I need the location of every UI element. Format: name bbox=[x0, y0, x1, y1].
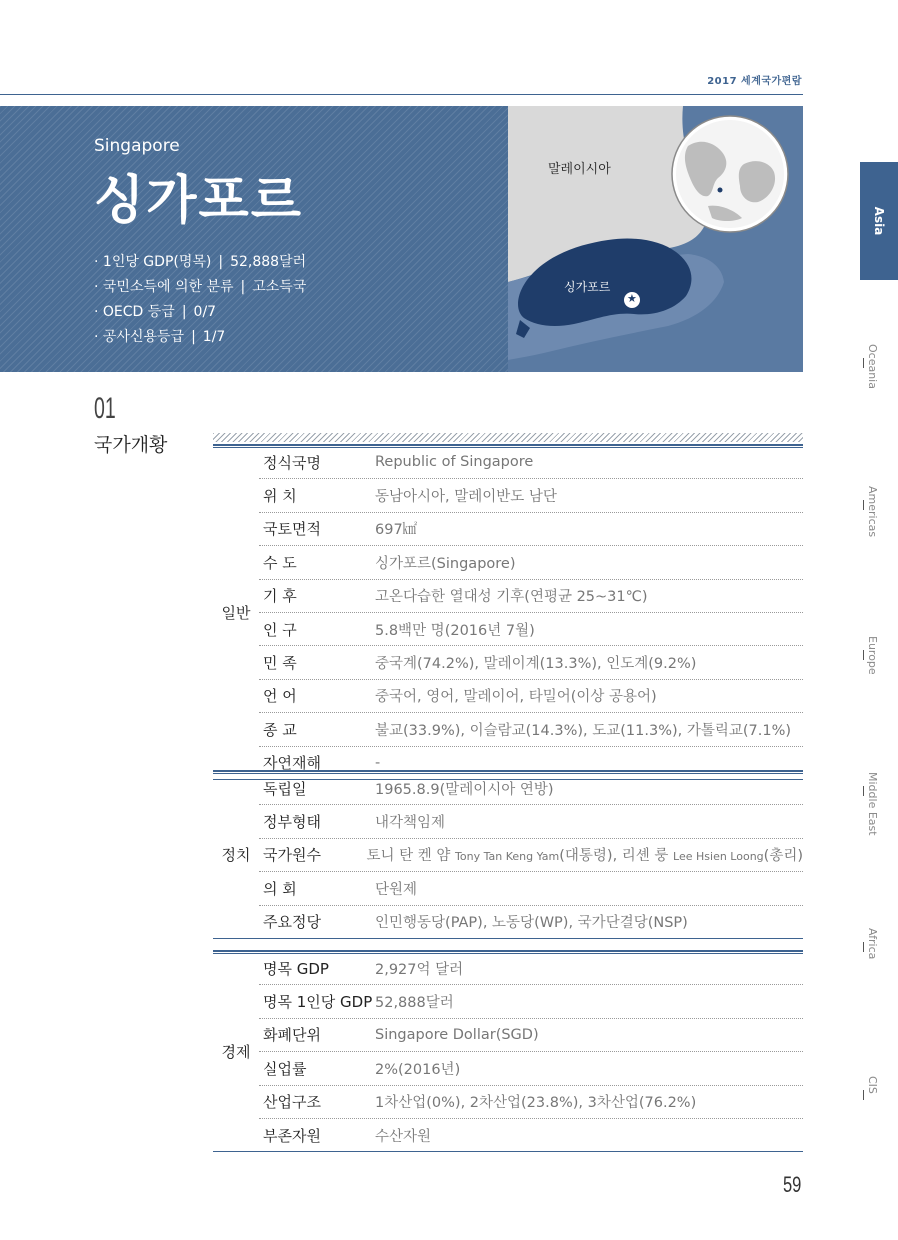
table-row bbox=[259, 646, 803, 679]
tab-oceania[interactable]: Oceania bbox=[860, 344, 898, 404]
fact-value: 52,888달러 bbox=[230, 254, 307, 270]
row-value: 단원제 bbox=[375, 881, 418, 898]
row-key: 명목 GDP bbox=[263, 959, 329, 978]
table-row bbox=[259, 839, 803, 872]
key-facts bbox=[94, 250, 306, 350]
row-key: 종 교 bbox=[263, 720, 297, 739]
row-key: 주요정당 bbox=[263, 913, 321, 932]
table-row bbox=[259, 1119, 803, 1151]
tab-asia[interactable]: Asia bbox=[860, 162, 898, 280]
fact-item: · 1인당 GDP(명목) | 52,888달러 bbox=[94, 254, 307, 270]
row-key: 정식국명 bbox=[263, 453, 321, 472]
row-value: 불교(33.9%), 이슬람교(14.3%), 도교(11.3%), 가톨릭교(7.1%) bbox=[375, 722, 792, 739]
row-key: 자연재해 bbox=[263, 754, 321, 773]
country-name-ko: 싱가포르 bbox=[94, 171, 303, 231]
fact-item: · 공사신용등급 | 1/7 bbox=[94, 329, 226, 345]
fact-label: 1인당 GDP(명목) bbox=[102, 254, 212, 270]
table-row bbox=[259, 872, 803, 905]
row-value: 인민행동당(PAP), 노동당(WP), 국가단결당(NSP) bbox=[375, 915, 688, 932]
fact-item: · 국민소득에 의한 분류 | 고소득국 bbox=[94, 279, 307, 295]
row-key: 국가원수 bbox=[263, 846, 321, 865]
country-hero bbox=[0, 106, 508, 372]
table-row bbox=[259, 985, 803, 1018]
row-key: 부존자원 bbox=[263, 1126, 321, 1145]
fact-label: 국민소득에 의한 분류 bbox=[102, 279, 234, 295]
page-number: 59 bbox=[783, 1172, 802, 1197]
row-key: 실업률 bbox=[263, 1059, 307, 1078]
row-value: 697㎢ bbox=[375, 522, 418, 539]
fact-value: 1/7 bbox=[202, 329, 226, 345]
row-value: Singapore Dollar(SGD) bbox=[375, 1026, 539, 1043]
row-value: 내각책임제 bbox=[375, 815, 446, 832]
row-value: 52,888달러 bbox=[375, 995, 454, 1012]
tab-cis[interactable]: CIS bbox=[860, 1076, 898, 1136]
table-row bbox=[259, 1086, 803, 1119]
tab-africa[interactable]: Africa bbox=[860, 928, 898, 988]
row-key: 산업구조 bbox=[263, 1093, 321, 1112]
row-value: 1965.8.9(말레이시아 연방) bbox=[375, 781, 554, 798]
row-key: 위 치 bbox=[263, 487, 297, 506]
row-key: 기 후 bbox=[263, 587, 297, 606]
section-hatch-bar bbox=[213, 433, 803, 442]
row-value: 2,927억 달러 bbox=[375, 961, 464, 978]
row-value: 동남아시아, 말레이반도 남단 bbox=[375, 489, 557, 506]
table-row bbox=[259, 513, 803, 546]
tab-middle-east[interactable]: Middle East bbox=[860, 772, 898, 832]
table-row bbox=[259, 446, 803, 479]
capital-marker-icon: ★ bbox=[624, 292, 640, 308]
table-row bbox=[259, 805, 803, 838]
row-value: 중국어, 영어, 말레이어, 타밀어(이상 공용어) bbox=[375, 689, 657, 706]
table-group-general bbox=[213, 444, 803, 780]
tab-americas[interactable]: Americas bbox=[860, 486, 898, 546]
row-value: 5.8백만 명(2016년 7월) bbox=[375, 622, 535, 639]
row-value: - bbox=[375, 754, 381, 771]
table-group-economy bbox=[213, 950, 803, 1152]
row-key: 민 족 bbox=[263, 654, 297, 673]
row-key: 수 도 bbox=[263, 553, 297, 572]
table-row bbox=[259, 613, 803, 646]
row-key: 국토면적 bbox=[263, 520, 321, 539]
section-title: 국가개황 bbox=[94, 434, 168, 456]
row-value: 수산자원 bbox=[375, 1128, 432, 1145]
table-row bbox=[259, 713, 803, 746]
fact-value: 0/7 bbox=[193, 304, 217, 320]
table-group-politics bbox=[213, 770, 803, 939]
table-row bbox=[259, 479, 803, 512]
country-map bbox=[508, 106, 803, 372]
row-key: 명목 1인당 GDP bbox=[263, 993, 373, 1012]
row-value: 싱가포르(Singapore) bbox=[375, 555, 516, 572]
row-value: 1차산업(0%), 2차산업(23.8%), 3차산업(76.2%) bbox=[375, 1095, 697, 1112]
row-value: 중국계(74.2%), 말레이계(13.3%), 인도계(9.2%) bbox=[375, 656, 697, 673]
table-row bbox=[259, 1019, 803, 1052]
row-value: Republic of Singapore bbox=[375, 454, 534, 471]
running-title: 2017 세계국가편람 bbox=[707, 76, 802, 87]
inset-globe bbox=[672, 116, 788, 232]
row-key: 독립일 bbox=[263, 779, 307, 798]
table-row bbox=[259, 952, 803, 985]
fact-label: 공사신용등급 bbox=[102, 329, 185, 345]
table-row bbox=[259, 580, 803, 613]
group-category: 경제 bbox=[221, 1043, 251, 1062]
row-key: 인 구 bbox=[263, 620, 297, 639]
table-row bbox=[259, 680, 803, 713]
group-category: 일반 bbox=[221, 603, 251, 622]
fact-value: 고소득국 bbox=[252, 279, 307, 295]
table-row bbox=[259, 546, 803, 579]
table-row bbox=[259, 772, 803, 805]
fact-label: OECD 등급 bbox=[102, 304, 175, 320]
tab-europe[interactable]: Europe bbox=[860, 636, 898, 696]
fact-item: · OECD 등급 | 0/7 bbox=[94, 304, 217, 320]
group-category: 정치 bbox=[221, 846, 251, 865]
row-key: 정부형태 bbox=[263, 813, 321, 832]
table-row bbox=[259, 906, 803, 938]
row-value: 토니 탄 켄 얌 Tony Tan Keng Yam(대통령), 리셴 룽 Lee Hsien Loong(총리) bbox=[366, 848, 803, 865]
section-number: 01 bbox=[94, 392, 116, 425]
country-name-en: Singapore bbox=[94, 136, 180, 156]
map-label-malaysia: 말레이시아 bbox=[548, 162, 611, 177]
map-label-singapore: 싱가포르 bbox=[564, 280, 611, 294]
header-rule bbox=[0, 94, 803, 95]
row-value: 2%(2016년) bbox=[375, 1061, 461, 1078]
row-key: 의 회 bbox=[263, 879, 297, 898]
row-key: 언 어 bbox=[263, 687, 297, 706]
table-row bbox=[259, 1052, 803, 1085]
row-value: 고온다습한 열대성 기후(연평균 25~31℃) bbox=[375, 589, 648, 606]
row-key: 화폐단위 bbox=[263, 1026, 321, 1045]
